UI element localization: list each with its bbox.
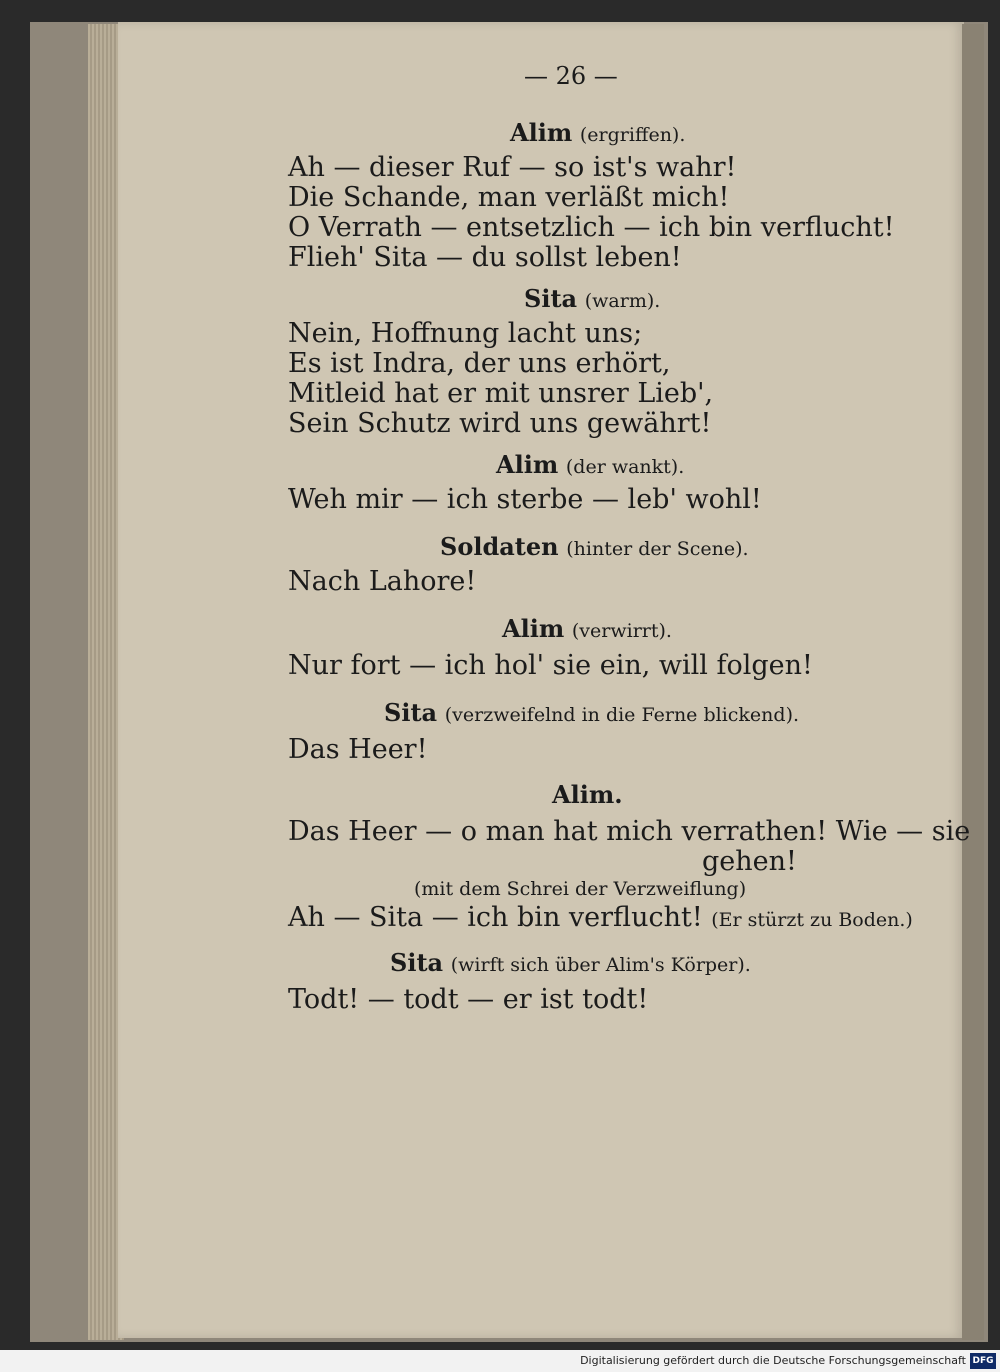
verse-line: Weh mir — ich sterbe — leb' wohl! (288, 484, 762, 515)
verse-line: O Verrath — entsetzlich — ich bin verflucht! (288, 212, 895, 243)
verse-line: Mitleid hat er mit unsrer Lieb', (288, 378, 714, 409)
page-number: — 26 — (524, 62, 618, 90)
verse-line: Ah — dieser Ruf — so ist's wahr! (288, 152, 737, 183)
verse-line: Das Heer — o man hat mich verrathen! Wie — sie (288, 816, 971, 847)
verse-line: Die Schande, man verläßt mich! (288, 182, 730, 213)
verse-line: Ah — Sita — ich bin verflucht! (Er stürzt zu Boden.) (288, 902, 913, 933)
spine-shadow (962, 24, 984, 1340)
inline-stage-direction: (Er stürzt zu Boden.) (711, 909, 913, 931)
verse-line-continuation: gehen! (702, 846, 797, 877)
speaker-alim-1: Alim (ergriffen). (510, 118, 686, 147)
verse-line: Todt! — todt — er ist todt! (288, 984, 649, 1015)
speaker-sita-1: Sita (warm). (524, 284, 661, 313)
digitization-footer: Digitalisierung gefördert durch die Deutsche Forschungsgemeinschaft (0, 1350, 1000, 1372)
verse-line: Nur fort — ich hol' sie ein, will folgen! (288, 650, 813, 681)
speaker-alim-2: Alim (der wankt). (496, 450, 685, 479)
stage-direction: (mit dem Schrei der Verzweiflung) (414, 878, 747, 900)
speaker-sita-2: Sita (verzweifelnd in die Ferne blickend). (384, 698, 800, 727)
speaker-sita-3: Sita (wirft sich über Alim's Körper). (390, 948, 751, 977)
speaker-alim-4: Alim. (552, 780, 623, 809)
speaker-alim-3: Alim (verwirrt). (502, 614, 672, 643)
verse-line: Sein Schutz wird uns gewährt! (288, 408, 712, 439)
verse-line: Es ist Indra, der uns erhört, (288, 348, 671, 379)
dfg-logo: DFG (970, 1353, 996, 1369)
speaker-soldaten: Soldaten (hinter der Scene). (440, 532, 749, 561)
verse-line: Das Heer! (288, 734, 428, 765)
verse-line: Nach Lahore! (288, 566, 477, 597)
verse-line: Nein, Hoffnung lacht uns; (288, 318, 643, 349)
verse-line: Flieh' Sita — du sollst leben! (288, 242, 682, 273)
